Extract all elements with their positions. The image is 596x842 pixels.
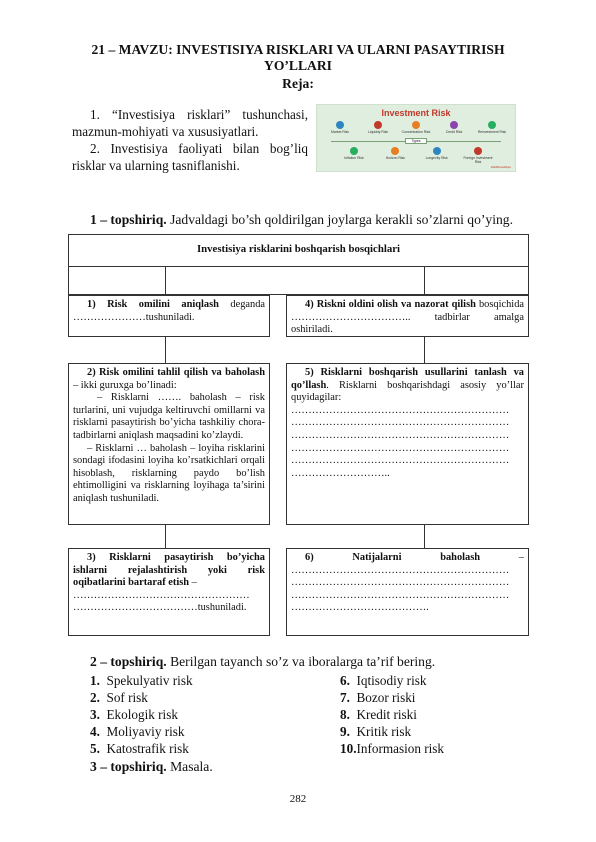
task-1 xyxy=(90,212,513,228)
blank-line: ……………………….. xyxy=(291,467,390,479)
blank-line: ……………………………………………………… xyxy=(291,589,510,601)
list-item: 4. Moliyaviy risk xyxy=(90,724,185,739)
connector-line xyxy=(165,267,166,295)
blank-line: ……………………………………………………… xyxy=(291,417,510,429)
blank-line: ………………………………tushuniladi. xyxy=(73,602,247,614)
plan-list xyxy=(72,106,308,174)
connector-line xyxy=(424,267,425,295)
task-3 xyxy=(90,759,213,775)
blank-line: ……………………………………………………… xyxy=(291,455,510,467)
infographic-node: Liquidity Risk xyxy=(363,121,393,134)
infographic-node: Foreign Investment Risk xyxy=(463,147,493,164)
plan-heading: Reja: xyxy=(282,76,314,91)
stage-1-box: 1) Risk omilini aniqlash deganda …………………tushuniladi. xyxy=(68,295,270,337)
node-dot-icon xyxy=(433,147,441,155)
infographic-node: Longevity Risk xyxy=(422,147,452,164)
connector-line xyxy=(165,337,166,363)
task-1-text: Jadvaldagi bo’sh qoldirilgan joylarga kerakli so’zlarni qo’ying. xyxy=(166,212,513,227)
terms-right-column xyxy=(340,672,444,757)
page-title: 21 – MAVZU: INVESTISIYA RISKLARI VA ULARNI PASAYTIRISH YO’LLARI xyxy=(91,42,505,73)
connector-line xyxy=(424,525,425,548)
list-item: 10.Informasion risk xyxy=(340,741,445,756)
stage-3-box: 3) Risklarni pasaytirish bo’yicha ishlarni rejalashtirish yoki risk oqibatlarini bartaraf etish – …………………………………………… ………………………………tushuniladi. xyxy=(68,548,270,636)
list-item: 8. Kredit riski xyxy=(340,707,417,722)
connector-line xyxy=(165,525,166,548)
node-dot-icon xyxy=(488,121,496,129)
terms-left-column xyxy=(90,672,193,757)
list-item: 1. Spekulyativ risk xyxy=(90,673,193,688)
table-header: Investisiya risklarini boshqarish bosqichlari xyxy=(68,234,529,267)
task-2 xyxy=(90,654,435,670)
blank-line: ……………………………………………………… xyxy=(291,564,510,576)
list-item: 9. Kritik risk xyxy=(340,724,412,739)
stage-6-box: 6) Natijalarni baholash – ……………………………………………………… ……………………………………………………… ……………………………………………………… …………………………………. xyxy=(286,548,529,636)
node-dot-icon xyxy=(412,121,420,129)
task-1-label: 1 – topshiriq. xyxy=(90,212,167,227)
connector-line xyxy=(424,337,425,363)
blank-line: …………………………………. xyxy=(291,602,429,614)
list-item: 2. Sof risk xyxy=(90,690,148,705)
infographic-title: Investment Risk xyxy=(381,108,451,118)
list-item: 6. Iqtisodiy risk xyxy=(340,673,427,688)
infographic-bottom-row xyxy=(339,147,493,164)
infographic-node: Concentration Risk xyxy=(401,121,431,134)
task-2-text: Berilgan tayanch so’z va iboralarga ta’rif bering. xyxy=(166,654,436,669)
plan-item: 1. “Investisiya risklari” tushunchasi, mazmun-mohiyati va xususiyatlari. xyxy=(72,107,308,139)
task-3-label: 3 – topshiriq. xyxy=(90,759,167,774)
node-dot-icon xyxy=(391,147,399,155)
infographic-node: Credit Risk xyxy=(439,121,469,134)
node-dot-icon xyxy=(450,121,458,129)
stage-5-box: 5) Risklarni boshqarish usullarini tanlash va qo’llash. Risklarni boshqarishdagi asosiy yo’llar quyidagilar: ……………………………………………………… ……………………………………………………… ……………………………………………………… ……………………………………………………… ……………………………………………………… ……………………….. xyxy=(286,363,529,525)
infographic-source-logo: WallStreetMojo xyxy=(490,165,511,169)
page-number: 282 xyxy=(289,793,307,805)
node-dot-icon xyxy=(474,147,482,155)
table-empty-row xyxy=(68,267,529,295)
infographic-node: Reinvestment Risk xyxy=(477,121,507,134)
blank-line: ……………………………………………………… xyxy=(291,404,510,416)
task-3-text: Masala. xyxy=(166,759,213,774)
node-dot-icon xyxy=(350,147,358,155)
list-item: 5. Katostrafik risk xyxy=(90,741,189,756)
stage-4-box: 4) Riskni oldini olish va nazorat qilish bosqichida …………………………….. tadbirlar amalga oshiriladi. xyxy=(286,295,529,337)
infographic-node: Market Risk xyxy=(325,121,355,134)
plan-item: 2. Investisiya faoliyati bilan bog’liq risklar va ularning tasniflanishi. xyxy=(72,141,308,173)
blank-line: ……………………………………………………… xyxy=(291,577,510,589)
task-2-label: 2 – topshiriq. xyxy=(90,654,167,669)
infographic-center-label: Types xyxy=(405,138,427,144)
blank-line: …………………………………………… xyxy=(73,589,250,601)
list-item: 3. Ekologik risk xyxy=(90,707,178,722)
list-item: 7. Bozor riski xyxy=(340,690,416,705)
blank-line: ……………………………………………………… xyxy=(291,442,510,454)
investment-risk-infographic xyxy=(316,104,516,172)
infographic-node: Horizon Risk xyxy=(380,147,410,164)
stage-2-box: 2) Risk omilini tahlil qilish va baholash – ikki guruxga bo’linadi: – Risklarni ……. baholash – risk turlarini, uni vujudga keltiruvchi omillarni va risklarni pasaytirish bo’yicha tashkiliy chora-tadbirlarni aniqlash maqsadini ko’zlaydi. – Risklarni … baholash – loyiha risklarini sondagi ifodasini loyiha ko’rsatkichlari orqali hisoblash, risklarning paydo bo’lish ehtimolligini va risklarning loyihaga ta’sirini aniqlash tushuniladi. xyxy=(68,363,270,525)
infographic-top-row xyxy=(325,121,507,134)
node-dot-icon xyxy=(336,121,344,129)
blank-line: ……………………………………………………… xyxy=(291,429,510,441)
node-dot-icon xyxy=(374,121,382,129)
infographic-node: Inflation Risk xyxy=(339,147,369,164)
